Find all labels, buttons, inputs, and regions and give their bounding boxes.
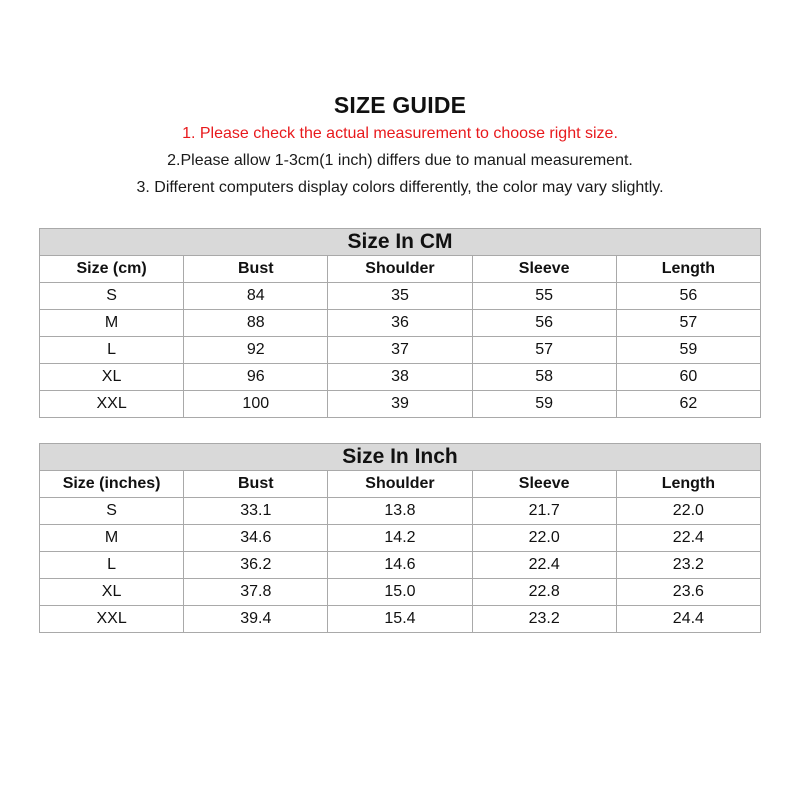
table-cell: M: [40, 525, 184, 552]
table-cell: XXL: [40, 391, 184, 418]
table-cell: 57: [472, 337, 616, 364]
note-allowance: 2.Please allow 1-3cm(1 inch) differs due to manual measurement.: [167, 152, 633, 169]
column-header-length: Length: [616, 256, 760, 283]
column-header-sleeve: Sleeve: [472, 471, 616, 498]
table-row: [40, 310, 761, 337]
table-cell: 14.2: [328, 525, 472, 552]
table-cell: 62: [616, 391, 760, 418]
table-cell: XL: [40, 364, 184, 391]
table-cell: 33.1: [184, 498, 328, 525]
table-cell: 21.7: [472, 498, 616, 525]
table-row: [40, 552, 761, 579]
table-cell: 15.4: [328, 606, 472, 633]
table-cell: 23.2: [616, 552, 760, 579]
size-table-cm: [39, 228, 761, 418]
table-cell: 23.2: [472, 606, 616, 633]
table-cell: M: [40, 310, 184, 337]
size-table-inch: [39, 443, 761, 633]
table-cell: 34.6: [184, 525, 328, 552]
table-cell: 96: [184, 364, 328, 391]
table-cell: 39: [328, 391, 472, 418]
column-header-shoulder: Shoulder: [328, 256, 472, 283]
table-header-row: [40, 471, 761, 498]
table-cell: 56: [616, 283, 760, 310]
table-cell: 39.4: [184, 606, 328, 633]
column-header-size: Size (cm): [40, 256, 184, 283]
table-cell: L: [40, 337, 184, 364]
column-header-length: Length: [616, 471, 760, 498]
table-row: [40, 364, 761, 391]
table-cell: 22.4: [616, 525, 760, 552]
table-cell: 22.4: [472, 552, 616, 579]
table-cell: 37: [328, 337, 472, 364]
table-cell: 57: [616, 310, 760, 337]
table-cell: L: [40, 552, 184, 579]
table-row: [40, 606, 761, 633]
column-header-size: Size (inches): [40, 471, 184, 498]
table-header-row: [40, 256, 761, 283]
note-check-measurement: 1. Please check the actual measurement to choose right size.: [182, 125, 618, 142]
table-cell: 59: [472, 391, 616, 418]
table-cell: 35: [328, 283, 472, 310]
table-cell: 36: [328, 310, 472, 337]
table-cell: 38: [328, 364, 472, 391]
table-row: [40, 498, 761, 525]
note-colors: 3. Different computers display colors differently, the color may vary slightly.: [136, 179, 664, 196]
table-cell: 24.4: [616, 606, 760, 633]
table-caption-row: [40, 229, 761, 256]
table-cell: 60: [616, 364, 760, 391]
table-cell: 36.2: [184, 552, 328, 579]
table-cell: 55: [472, 283, 616, 310]
column-header-bust: Bust: [184, 471, 328, 498]
page-title: SIZE GUIDE: [333, 92, 467, 118]
table-cell: 22.8: [472, 579, 616, 606]
table-cell: 15.0: [328, 579, 472, 606]
table-cell: 100: [184, 391, 328, 418]
table-row: [40, 525, 761, 552]
column-header-shoulder: Shoulder: [328, 471, 472, 498]
table-row: [40, 283, 761, 310]
table-cell: 22.0: [472, 525, 616, 552]
table-cell: XL: [40, 579, 184, 606]
column-header-sleeve: Sleeve: [472, 256, 616, 283]
table-row: [40, 579, 761, 606]
table-cell: 84: [184, 283, 328, 310]
table-cell: XXL: [40, 606, 184, 633]
table-cell: 23.6: [616, 579, 760, 606]
column-header-bust: Bust: [184, 256, 328, 283]
table-cell: 59: [616, 337, 760, 364]
table-cell: 37.8: [184, 579, 328, 606]
table-caption-row: [40, 444, 761, 471]
table-cell: 58: [472, 364, 616, 391]
table-cell: 88: [184, 310, 328, 337]
table-cell: 92: [184, 337, 328, 364]
table-cell: S: [40, 283, 184, 310]
table-cell: S: [40, 498, 184, 525]
table-caption: Size In CM: [40, 229, 761, 256]
table-cell: 13.8: [328, 498, 472, 525]
table-cell: 22.0: [616, 498, 760, 525]
table-row: [40, 337, 761, 364]
table-row: [40, 391, 761, 418]
table-cell: 56: [472, 310, 616, 337]
table-cell: 14.6: [328, 552, 472, 579]
table-caption: Size In Inch: [40, 444, 761, 471]
